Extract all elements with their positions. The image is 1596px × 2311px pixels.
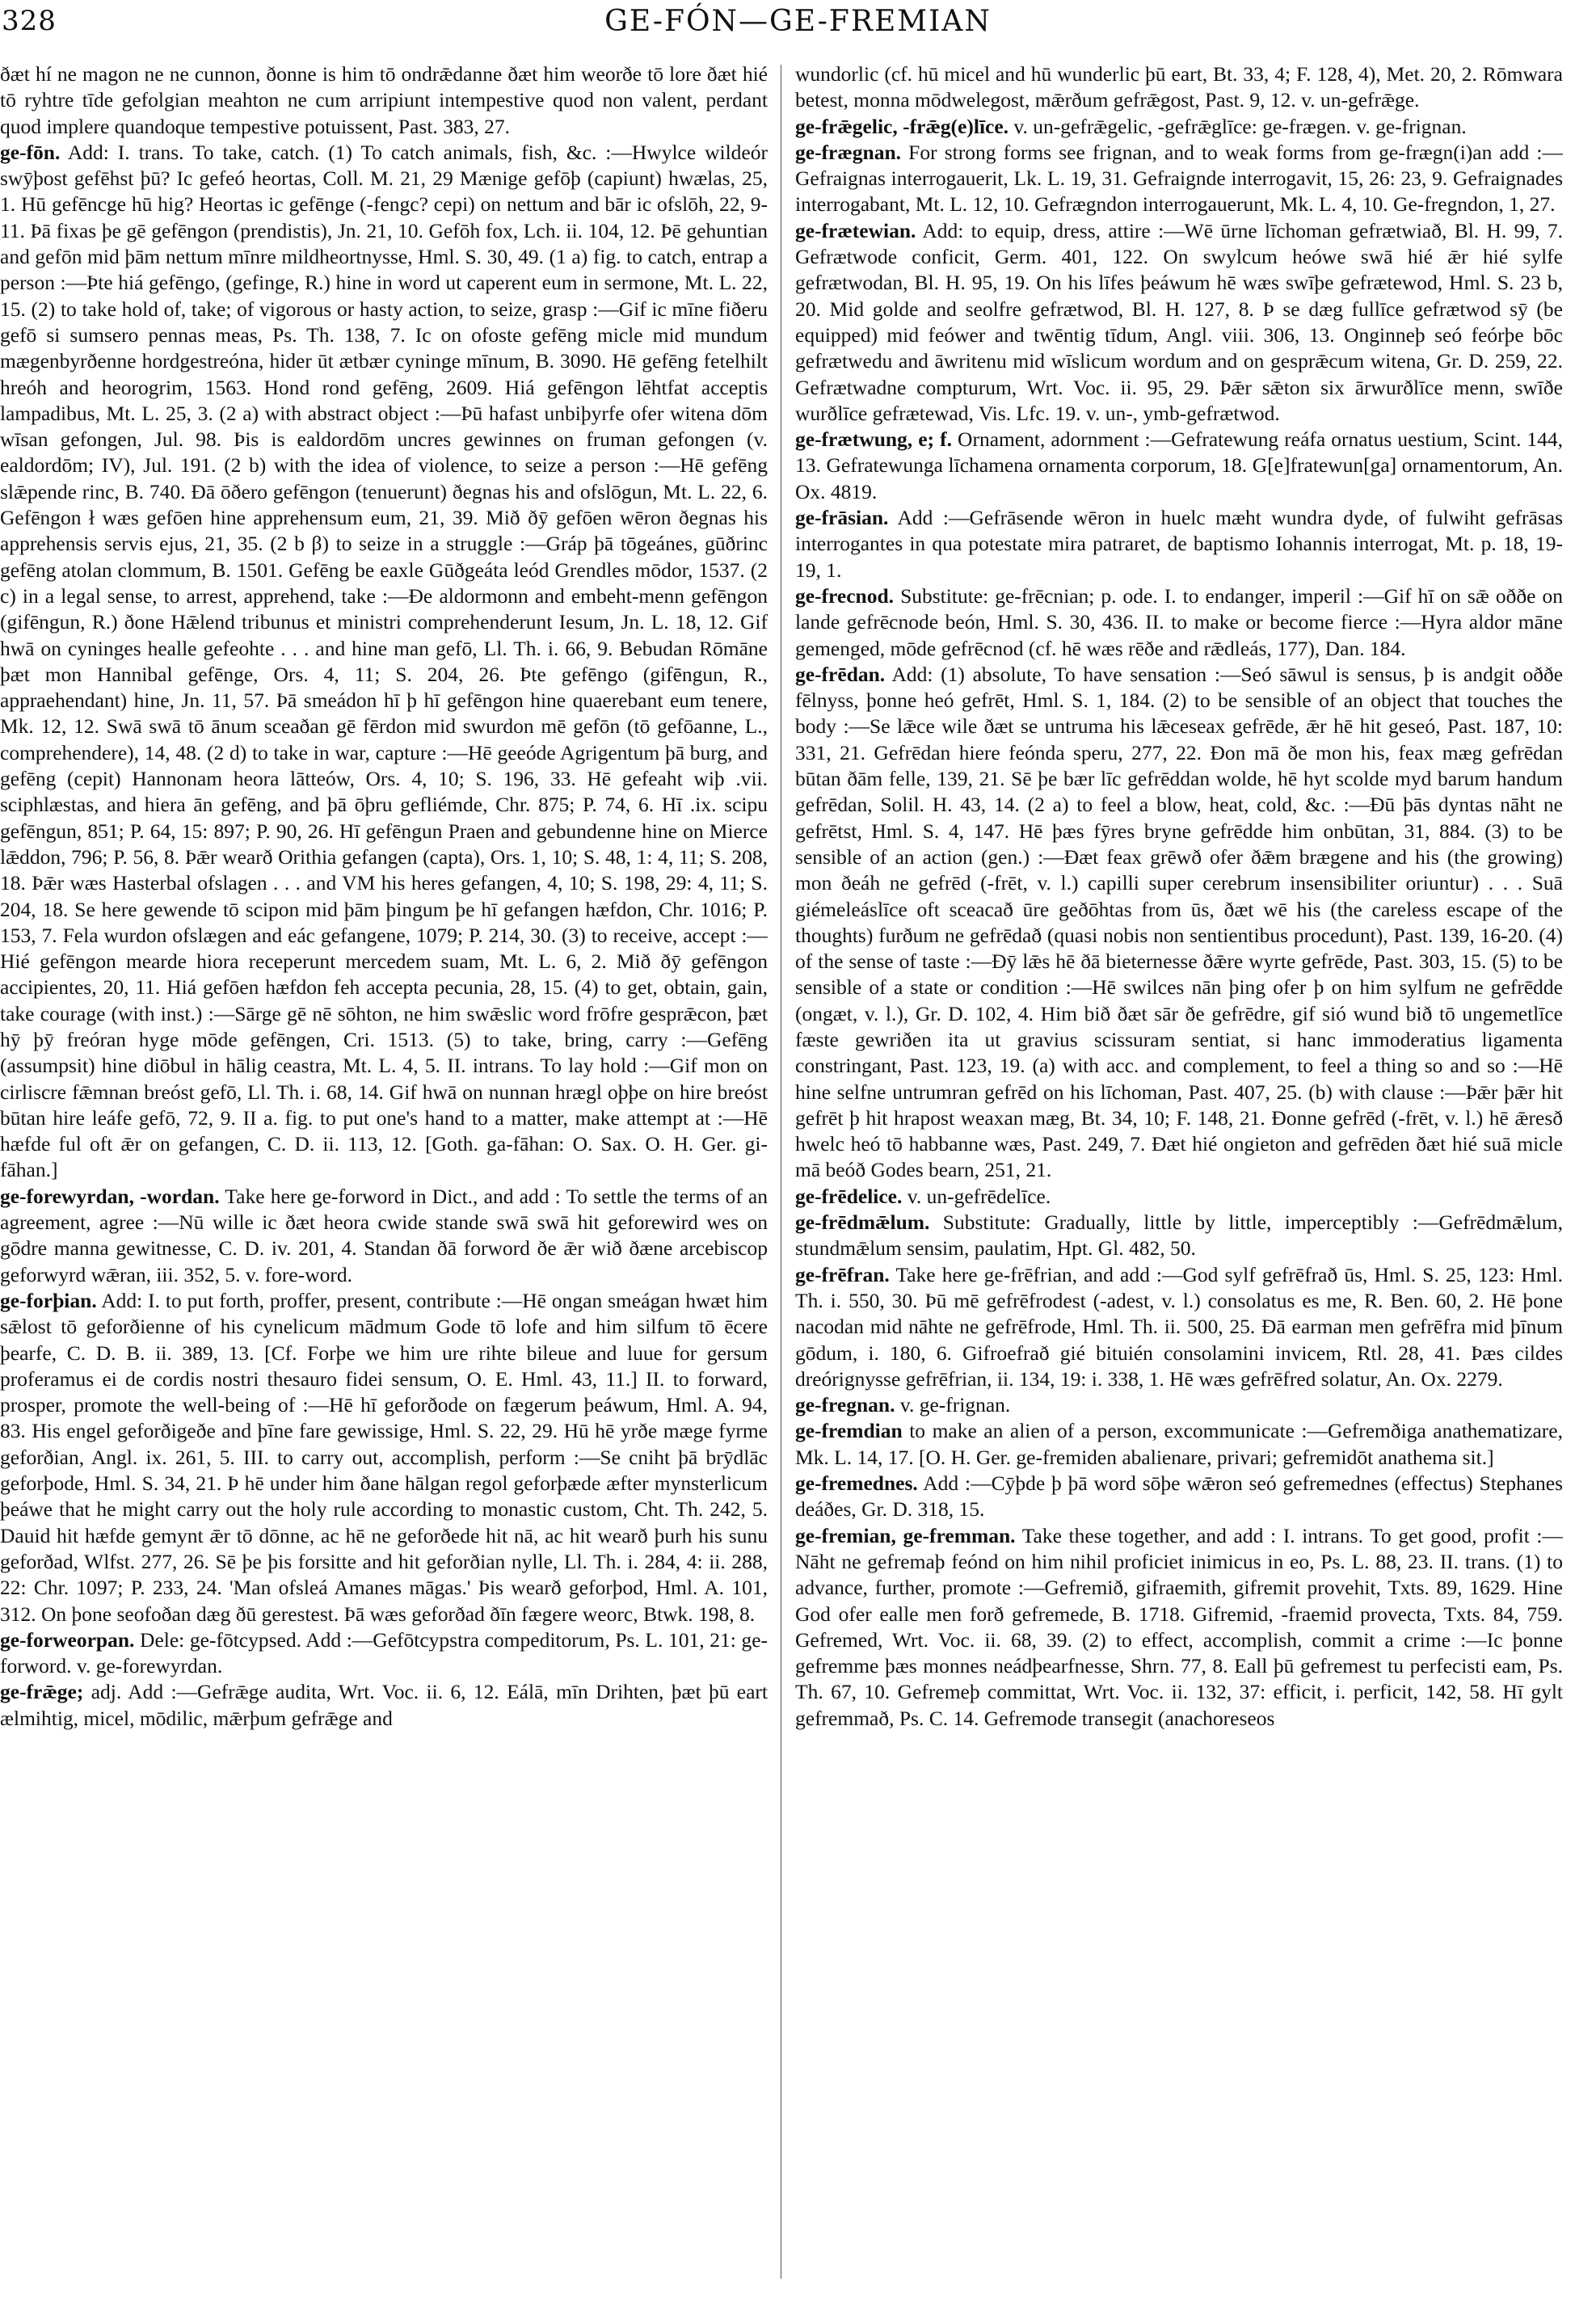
entry-headword: ge-fremednes. — [795, 1471, 918, 1496]
entry-body: For strong forms see frignan, and to weak forms from ge-frægn(i)an add :—Gefraignas interrogauerit, Lk. L. 19, 31. Gefraignde interrogavit, 15, 26: 23, 9. Gefraignades interrogabant, Mt. L. 12, 10. Gefrægndon interrogauerunt, Mk. L. 4, 10. Ge-fregndon, 1, 27. — [795, 140, 1563, 217]
entry-headword: ge-fōn. — [0, 140, 61, 164]
entry-headword: ge-fregnan. — [795, 1393, 895, 1417]
dictionary-entry — [795, 505, 1563, 583]
dictionary-entry — [0, 1288, 768, 1627]
entry-body: Add: (1) absolute, To have sensation :—Seó sāwul is sensus, þ is andgit oððe fēlnyss, þonne heó gefrēt, Hml. S. 1, 184. (2) to be sensible of an object that touches the body :—Se lǣce wile ðæt se untruma his lǣceseax gefrēde, ǣr hē hit geseó, Past. 187, 10: 331, 21. Gefrēdan hiere feónda speru, 277, 22. Ðon mā ðe mon his, feax mæg gefrēdan būtan ðām felle, 139, 21. Sē þe bær līc gefrēddan wolde, hē hyt scolde myd barum handum gefrēdan, Solil. H. 43, 14. (2 a) to feel a blow, heat, cold, &c. :—Ðū þās dyntas nāht ne gefrētst, Hml. S. 4, 147. Hē þæs fȳres bryne gefrēdde him onbūtan, 31, 884. (3) to be sensible of an action (gen.) :—Ðæt feax grēwð ofer ðǣm brægene and his (the growing) mon ðeáh ne gefrēd (-frēt, v. l.) capilli super cerebrum insensibiliter oriuntur) . . . Suā giémeleáslīce oft sceacað ūre geðōhtas from ūs, ðæt wē his (the careless escape of the thoughts) furðum ne gefrēdað (quasi nobis non sentientibus procedunt), Past. 139, 16-20. (4) of the sense of taste :—Ðȳ lǣs hē ðā bieternesse ðǣre wyrte gefrēde, Past. 303, 15. (5) to be sensible of a state or condition :—Hē swilces nān þing ofer þ on him sylfum ne gefrēdde (ongæt, v. l.), Gr. D. 102, 4. Him bið ðæt sār ðe gefrēdre, gif sió wund bið tō ungemetlīce fæste gewriðen ita ut gravius scissuram sentiat, si hanc immoderatius ligamenta constringant, Past. 123, 19. (a) with acc. and complement, to feel a thing so and so :—Hē hine selfne untrumran gefrēd on his līchoman, Past. 407, 25. (b) with clause :—Þǣr þǣr hit gefrēt þ hit hrapost weaxan mæg, Bt. 34, 10; F. 148, 21. Ðonne gefrēd (-frēt, v. l.) hē ǣresð hwelc heó tō habbanne wæs, Past. 249, 7. Ðæt hié ongieton and gefrēden ðæt hié suā micle mā beóð Godes bearn, 251, 21. — [795, 662, 1563, 1182]
entry-body: to make an alien of a person, excommunicate :—Gefremðiga anathematizare, Mk. L. 14, 17. [O. H. Ger. ge-fremiden abalienare, privari; gefremidōt anathema sit.] — [795, 1419, 1563, 1469]
entry-headword: ge-frǣge; — [0, 1680, 84, 1704]
dictionary-entry — [0, 1627, 768, 1680]
entry-body: Take here ge-frēfrian, and add :—God sylf gefrēfrað ūs, Hml. S. 25, 123: Hml. Th. i. 550, 30. Þū mē gefrēfrodest (-adest, v. l.) consolatus es me, R. Ben. 60, 2. Hē þone nacodan mid nāhte ne gefrēfrode, Hml. Th. ii. 500, 25. Ðā earman men gefrēfra mid þīnum gōdum, i. 180, 6. Gifroefrað gié bituién consolamini invicem, Rtl. 28, 41. Þæs cildes dreórignysse gefrēfrian, ii. 134, 19: i. 338, 1. Hē wæs gefrēfred solatur, An. Ox. 2279. — [795, 1262, 1563, 1391]
entry-headword: ge-forewyrdan, -wordan. — [0, 1184, 220, 1208]
entry-headword: ge-frecnod. — [795, 583, 895, 608]
dictionary-entry — [0, 140, 768, 1184]
entry-body: Substitute: Gradually, little by little, imperceptibly :—Gefrēdmǣlum, stundmǣlum sensim, paulatim, Hpt. Gl. 482, 50. — [795, 1210, 1563, 1261]
entry-body: Dele: ge-fōtcypsed. Add :—Gefōtcypstra compeditorum, Ps. L. 101, 21: ge-forword. v. ge-forewyrdan. — [0, 1627, 768, 1678]
entry-body: Add: I. to put forth, proffer, present, contribute :—Hē ongan smeágan hwæt him sǣlost tō geforðienne of his cynelicum mādmum Gode tō lofe and him silfum tō ēcere þearfe, C. D. B. ii. 389, 13. [Cf. Forþe we him ure rihte bileue and luue for gersum proferamus ei de cordis nostri thesauro fidei sensum, O. E. Hml. 43, 11.] II. to forward, prosper, promote the well-being of :—Hē hī geforðode on fægerum þeáwum, Hml. A. 94, 83. His engel geforðigeðe and þīne fare gewissige, Hml. S. 22, 29. Hū hē yrðe mæge fyrme geforðian, Angl. ix. 261, 5. III. to carry out, accomplish, perform :—Se cniht þā brȳdlāc geforþode, Hml. S. 34, 21. Þ hē under him ðane hālgan regol geforþæde æfter mynsterlicum þeáwe that he might carry out the holy rule according to monastic custom, Cht. Th. 242, 5. Dauid hit hæfde gemynt ǣr tō dōnne, ac hē ne geforðede hit nā, ac hit wearð þurh his sunu geforðad, Wlfst. 277, 26. Sē þe þis forsitte and hit geforðian nylle, Ll. Th. i. 284, 4: ii. 288, 22: Chr. 1097; P. 233, 24. 'Man ofsleá Amanes māgas.' Þis wearð geforþod, Hml. A. 101, 312. On þone seofoðan dæg ðū gerestest. Þā wæs geforðad ðīn fægere weorc, Btwk. 198, 8. — [0, 1288, 768, 1626]
dictionary-entry — [795, 1262, 1563, 1392]
entry-headword: ge-frāsian. — [795, 506, 889, 530]
entry-body: Substitute: ge-frēcnian; p. ode. I. to endanger, imperil :—Gif hī on sǣ oððe on lande gefrēcnode beón, Hml. S. 30, 436. II. to make or become fierce :—Hyra aldor māne gemenged, mōde gefrēcnod (cf. hē wæs rēðe and rǣdleás, 177), Dan. 184. — [795, 583, 1563, 660]
entry-body: Add: I. trans. To take, catch. (1) To catch animals, fish, &c. :—Hwylce wildeór swȳþost gefēhst þū? Ic gefeó heortas, Coll. M. 21, 29 Mænige gefōþ (capiunt) hwælas, 25, 1. Hū gefēncge hū hig? Heortas ic gefēnge (-fengc? cepi) on nettum and bār ic ofslōh, 22, 9-11. Þā fixas þe gē gefēngon (prendistis), Jn. 21, 10. Gefōh fox, Lch. ii. 104, 12. Þē gehuntian and gefōn mid þām nettum mīnre mildheortnysse, Hml. S. 30, 49. (1 a) fig. to catch, entrap a person :—Þte hiá gefēngo, (gefinge, R.) hine in word ut caperent eum in sermone, Mt. L. 22, 15. (2) to take hold of, take; of vigorous or hasty action, to seize, grasp :—Gif ic mīne fiðeru gefō si sumsero pennas meas, Ps. Th. 138, 7. Ic on ofoste gefēng micle mid mundum mægenbyrðenne hordgestreóna, hider ūt ætbær cyninge mīnum, B. 3090. Hē gefēng fetelhilt hreóh and heorogrim, 1563. Hond rond gefēng, 2609. Hiá gefēngon lēhtfat acceptis lampadibus, Mt. L. 25, 3. (2 a) with abstract object :—Þū hafast unbiþyrfe ofer witena dōm wīsan gefongen, Jul. 98. Þis is ealdordōm uncres gewinnes on fruman gefongen (v. ealdordōm; IV), Jul. 191. (2 b) with the idea of violence, to seize a person :—Hē gefēng slǣpende rinc, B. 740. Ðā ōðero gefēngon (tenuerunt) ðegnas his and ofslōgun, Mt. L. 22, 6. Gefēngon ł wæs gefōen hine apprehensum eum, 21, 39. Mið ðȳ gefōen wēron ðegnas his apprehensis servis ejus, 21, 35. (2 b β) to seize in a struggle :—Gráp þā tōgeánes, gūðrinc gefēng atolan clommum, B. 1501. Gefēng be eaxle Gūðgeáta leód Grendles mōdor, 1537. (2 c) in a legal sense, to arrest, apprehend, take :—Ðe aldormonn and embeht-menn gefēngon (gifēngun, R.) ðone Hǣlend tribunus et ministri comprehenderunt Iesum, Jn. L. 18, 12. Gif hwā on cyninges healle gefeohte . . . and hine man gefō, Ll. Th. i. 66, 9. Bebudan Rōmāne þæt mon Hannibal gefēnge, Ors. 4, 11; S. 204, 26. Þte gefēngo (gifēngun, R., appraehendant) hine, Jn. 11, 57. Þā smeádon hī þ hī gefēngon hine quaerebant eum tenere, Mk. 12, 12. Swā swā tō ānum sceaðan gē fērdon mid swurdon mē gefōn (tō gefōanne, L., comprehendere), 14, 48. (2 d) to take in war, capture :—Hē geeóde Agrigentum þā burg, and gefēng (cepit) Hannonam heora lātteów, Ors. 4, 10; S. 196, 33. Hē gefeaht wiþ .vii. sciphlæstas, and hiera ān gefēng, and þā ōþru gefliémde, Chr. 875; P. 74, 6. Hī .ix. scipu gefēngun, 851; P. 64, 15: 897; P. 90, 26. Hī gefēngun Praen and gebundenne hine on Mierce lǣddon, 796; P. 56, 8. Þǣr wearð Orithia gefangen (capta), Ors. 1, 10; S. 48, 1: 4, 11; S. 208, 18. Þǣr wæs Hasterbal ofslagen . . . and VM his heres gefangen, 4, 10; S. 198, 29: 4, 11; S. 204, 18. Se here gewende tō scipon mid þām þingum þe hī gefangen hæfdon, Chr. 1016; P. 153, 7. Fela wurdon ofslægen and eác gefangene, 1079; P. 214, 30. (3) to receive, accept :—Hié gefēngon mearde hiora receperunt mercedem suam, Mt. L. 6, 2. Mið ðȳ gefēngon accipientes, 20, 11. Hiá gefōen hæfdon feh accepta pecunia, 28, 15. (4) to get, obtain, gain, take courage (with inst.) :—Sārge gē nē sōhton, ne him swǣslic word frōfre gesprǣcon, þæt hȳ þȳ freóran hyge mōde gefēngen, Cri. 1513. (5) to take, bring, carry :—Gefēng (assumpsit) hine diōbul in hālig ceastra, Mt. L. 4, 5. II. intrans. To lay hold :—Gif mon on cirliscre fǣmnan breóst gefō, Ll. Th. i. 68, 14. Gif hwā on nunnan hrægl oþþe on hire breóst būtan hire leáfe gefō, 72, 9. II a. fig. to put one's hand to a matter, make attempt at :—Hē hæfde ful oft ǣr on gefangen, C. D. ii. 113, 12. [Goth. ga-fāhan: O. Sax. O. H. Ger. gi-fāhan.] — [0, 140, 768, 1182]
running-head: GE-FÓN—GE-FREMIAN — [604, 5, 992, 38]
entry-body: Take these together, and add : I. intrans. To get good, profit :—Nāht ne gefremaþ feónd on him nihil proficiet inimicus in eo, Ps. L. 88, 23. II. trans. (1) to advance, further, promote :—Gefremið, gifraemith, gifremit provehit, Txts. 89, 1629. Hine God ofer ealle men forð gefremede, B. 1718. Gifremid, -fraemid provecta, Txts. 84, 759. Gefremed, Wrt. Voc. ii. 68, 39. (2) to effect, accomplish, commit a crime :—Ic þonne gefremme þæs monnes neádþearfnesse, Shrn. 77, 8. Eall þū gefremest tu perfecisti eam, Ps. Th. 67, 10. Gefremeþ committat, Wrt. Voc. ii. 132, 37: efficit, i. perficit, 142, 58. Hī gylt gefremmað, Ps. C. 14. Gefremode transegit (anachoreseos — [795, 1523, 1563, 1730]
dictionary-entry — [795, 1392, 1563, 1418]
dictionary-entry — [0, 1184, 768, 1288]
entry-headword: ge-frēdelice. — [795, 1184, 903, 1208]
entry-body: Add :—Gefrāsende wēron in huelc mæht wundra dyde, of fulwiht gefrāsas interrogantes in qua potestate mira patraret, de baptismo Iohannis interrogat, Mt. p. 18, 19-19, 1. — [795, 506, 1563, 582]
entry-headword: ge-frǣgelic, -frǣg(e)līce. — [795, 114, 1009, 138]
entry-continuation — [0, 61, 768, 140]
left-column — [0, 61, 768, 2292]
entry-body: Add: to equip, dress, attire :—Wē ūrne līchoman gefrætwiað, Bl. H. 99, 7. Gefrætwode conficit, Germ. 401, 122. On swylcum heówe swā hié ǣr hié sylfe gefrætwodan, Bl. H. 95, 19. On his līfes þeáwum hē wæs swīþe gefrætewod, Hml. S. 23 b, 20. Mid golde and seolfre gefrætwod, Bl. H. 127, 8. Þ se dæg fullīce gefrætwod sȳ (be equipped) mid feówer and twēntig tīdum, Angl. viii. 306, 13. Onginneþ seó feórþe bōc gefrætwedu and āwritenu mid wīslicum wordum and on gesprǣcum witena, Gr. D. 259, 22. Gefrætwadne compturum, Wrt. Voc. ii. 95, 29. Þǣr sǣton six ārwurðlīce menn, swīðe wurðlīce gefrætewad, Vis. Lfc. 19. v. un-, ymb-gefrætwod. — [795, 218, 1563, 425]
entry-body: v. un-gefrǣgelic, -gefrǣglīce: ge-frægen. v. ge-frignan. — [1013, 114, 1467, 138]
entry-headword: ge-fremdian — [795, 1419, 903, 1443]
entry-headword: ge-frægnan. — [795, 140, 902, 164]
entry-headword: ge-frēdan. — [795, 662, 886, 686]
entry-body: adj. Add :—Gefrǣge audita, Wrt. Voc. ii. 6, 12. Eálā, mīn Drihten, þæt þū eart ælmihtig, micel, mōdilic, mǣrþum gefrǣge and — [0, 1680, 768, 1730]
dictionary-entry — [795, 1523, 1563, 1732]
dictionary-entry — [795, 1210, 1563, 1262]
dictionary-entry — [795, 583, 1563, 662]
entry-continuation — [795, 61, 1563, 114]
dictionary-entry — [0, 1679, 768, 1732]
entry-headword: ge-frætewian. — [795, 218, 916, 242]
entry-headword: ge-forþian. — [0, 1288, 97, 1312]
entry-headword: ge-forweorpan. — [0, 1627, 135, 1652]
entry-headword: ge-fremian, ge-fremman. — [795, 1523, 1016, 1547]
dictionary-entry — [795, 662, 1563, 1184]
dictionary-entry — [795, 1184, 1563, 1210]
dictionary-entry — [795, 1418, 1563, 1471]
entry-body: v. un-gefrēdelīce. — [907, 1184, 1051, 1208]
entry-headword: ge-frætwung, e; f. — [795, 427, 952, 452]
entry-body: Ornament, adornment :—Gefratewung reáfa ornatus uestium, Scint. 144, 13. Gefratewunga līchamena ornamenta corporum, 18. G[e]fratewun[ga] ornamentorum, An. Ox. 4819. — [795, 427, 1563, 503]
entry-body: wundorlic (cf. hū micel and hū wunderlic þū eart, Bt. 33, 4; F. 128, 4), Met. 20, 2. Rōmwara betest, monna mōdwelegost, mǣrðum gefrǣgost, Past. 9, 12. v. un-gefrǣge. — [795, 62, 1563, 112]
dictionary-entry — [795, 218, 1563, 427]
entry-body: Take here ge-forword in Dict., and add : To settle the terms of an agreement, agree :—Nū wille ic ðæt heora cwide stande swā swā hit geforewird wes on gōdre manna gewitnesse, C. D. iv. 201, 4. Standan ðā forword ðe ǣr wið ðæne arcebiscop geforwyrd wǣran, iii. 352, 5. v. fore-word. — [0, 1184, 768, 1286]
page-number: 328 — [2, 5, 57, 37]
dictionary-entry — [795, 140, 1563, 218]
entry-body: ðæt hí ne magon ne ne cunnon, ðonne is him tō ondrǣdanne ðæt him weorðe tō lore ðæt hié tō ryhtre tīde gefolgian meahton ne cum arripiunt intempestive quod non valent, perdant quod implere quandoque tempestive potuissent, Past. 383, 27. — [0, 62, 768, 138]
entry-headword: ge-frēdmǣlum. — [795, 1210, 930, 1235]
entry-body: Add :—Cȳþde þ þā word sōþe wǣron seó gefremednes (effectus) Stephanes deáðes, Gr. D. 318, 15. — [795, 1471, 1563, 1522]
dictionary-entry — [795, 427, 1563, 505]
right-column — [795, 61, 1563, 2292]
dictionary-entry — [795, 1471, 1563, 1523]
dictionary-entry — [795, 114, 1563, 140]
entry-body: v. ge-frignan. — [899, 1393, 1011, 1417]
entry-headword: ge-frēfran. — [795, 1262, 890, 1286]
